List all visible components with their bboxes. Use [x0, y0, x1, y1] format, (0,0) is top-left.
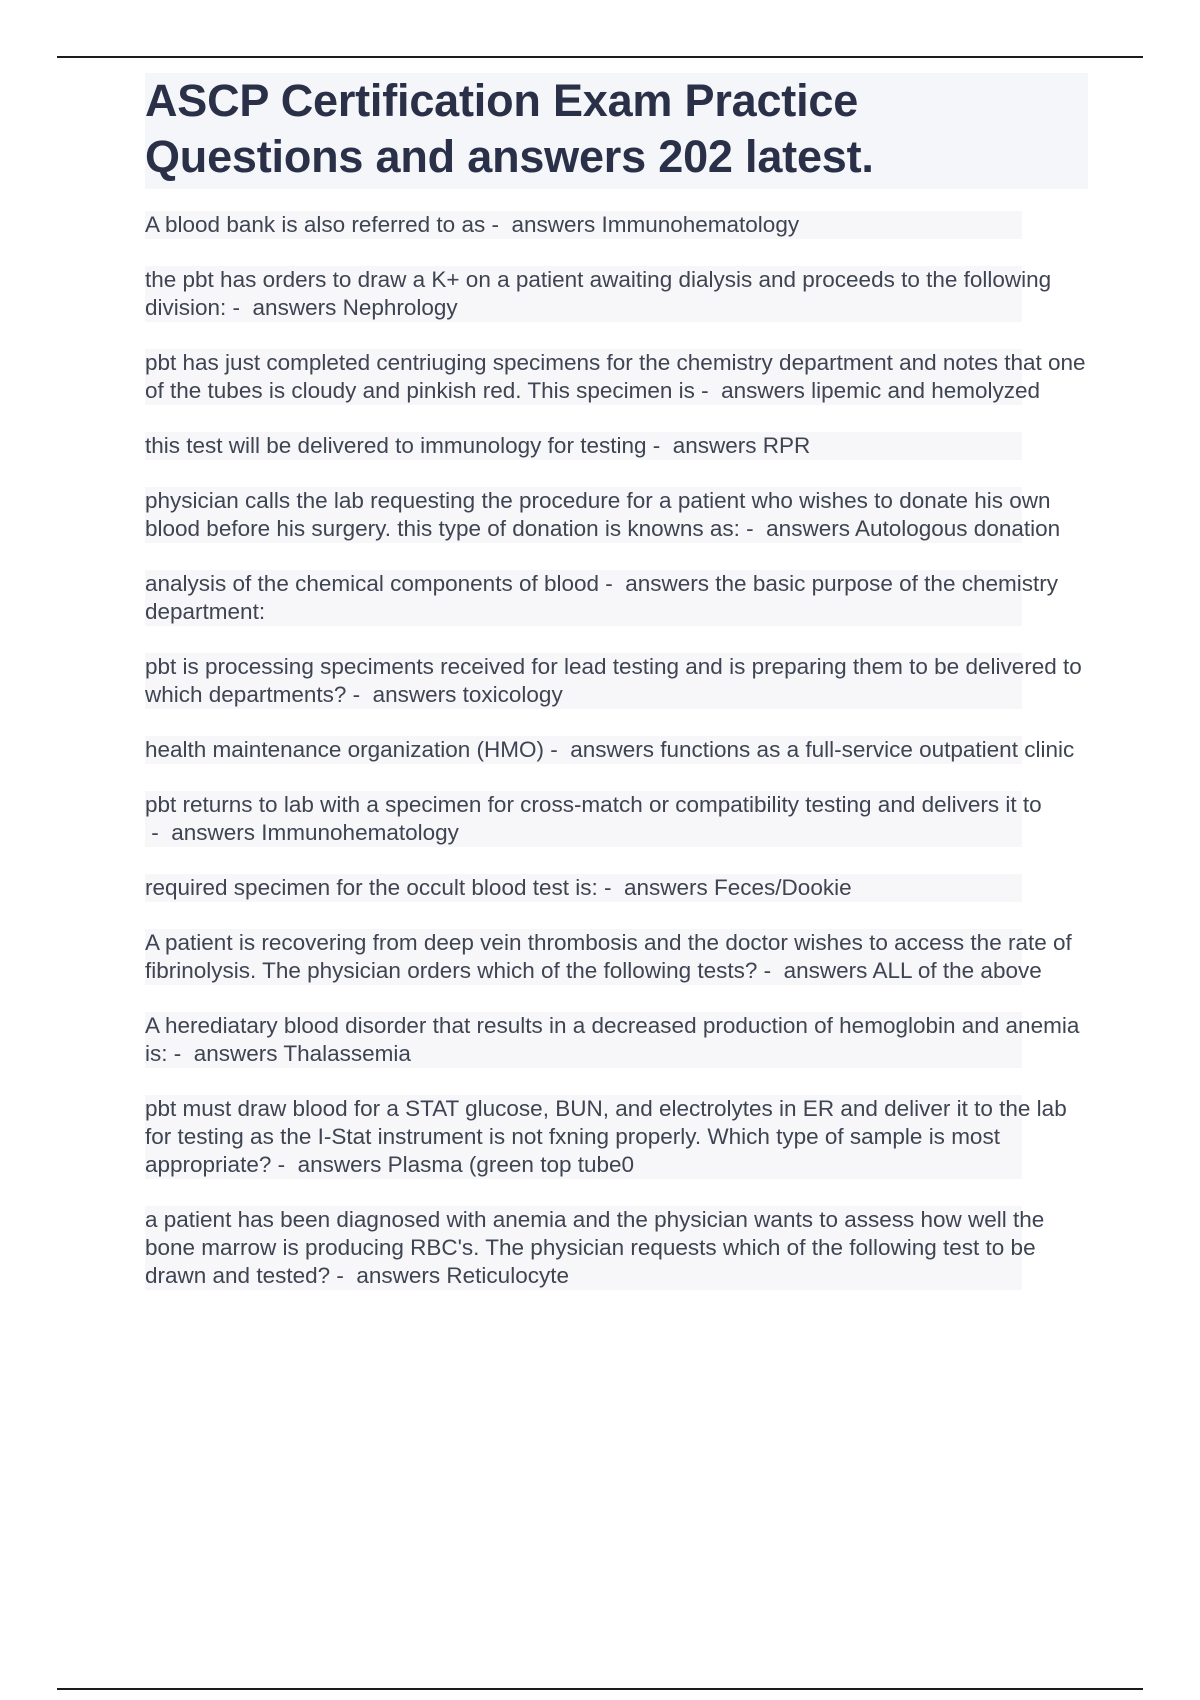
answer-text: Feces/Dookie: [714, 875, 852, 900]
question-text: health maintenance organization (HMO): [145, 737, 544, 762]
qa-item: [145, 266, 1088, 322]
qa-item: [145, 211, 1088, 239]
answer-text: Autologous donation: [854, 516, 1061, 541]
answer-text: Nephrology: [342, 295, 458, 320]
qa-item: [145, 653, 1088, 709]
qa-item: [145, 1206, 1088, 1290]
answer-text: RPR: [762, 433, 811, 458]
question-text: pbt is processing speciments received for lead testing and is preparing them to be delivered to which departments?: [145, 654, 1082, 707]
qa-item: [145, 929, 1088, 985]
title-block: [145, 73, 1088, 189]
answer-text: lipemic and hemolyzed: [811, 378, 1041, 403]
answer-separator: - answers: [330, 1263, 447, 1288]
answer-separator: - answers: [167, 1041, 284, 1066]
answer-separator: - answers: [543, 737, 661, 762]
answer-text: Immunohematology: [601, 212, 800, 237]
qa-list: [145, 211, 1088, 1290]
question-text: A herediatary blood disorder that results in a decreased production of hemoglobin and anemia is:: [145, 1013, 1080, 1066]
qa-item: [145, 1012, 1088, 1068]
bottom-rule: [57, 1688, 1143, 1690]
answer-separator: - answers: [597, 875, 715, 900]
top-rule: [57, 56, 1143, 58]
qa-item: [145, 570, 1088, 626]
answer-separator: - answers: [646, 433, 763, 458]
qa-item: [145, 487, 1088, 543]
answer-separator: - answers: [346, 682, 463, 707]
question-text: pbt must draw blood for a STAT glucose, BUN, and electrolytes in ER and deliver it to the lab for testing as the I-Stat instrument is not fxning properly. Which type of sample is most appropriate?: [145, 1096, 1067, 1177]
answer-text: ALL of the above: [872, 958, 1042, 983]
qa-item: [145, 874, 1088, 902]
answer-separator: - answers: [739, 516, 855, 541]
document-body: [145, 73, 1088, 1317]
qa-item: [145, 432, 1088, 460]
qa-item: [145, 1095, 1088, 1179]
answer-separator: - answers: [757, 958, 873, 983]
answer-separator: - answers: [271, 1152, 388, 1177]
answer-text: Plasma (green top tube0: [387, 1152, 635, 1177]
question-text: required specimen for the occult blood test is:: [145, 875, 598, 900]
answer-separator: - answers: [145, 820, 262, 845]
question-text: pbt returns to lab with a specimen for cross-match or compatibility testing and delivers it to: [145, 792, 1042, 817]
question-text: pbt has just completed centriuging specimens for the chemistry department and notes that one of the tubes is cloudy and pinkish red. This specimen is: [145, 350, 1086, 403]
question-text: a patient has been diagnosed with anemia and the physician wants to assess how well the bone marrow is producing RBC's. The physician requests which of the following test to be drawn and tested?: [145, 1207, 1045, 1288]
answer-text: the basic purpose of the chemistry department:: [145, 571, 1058, 624]
answer-text: functions as a full-service outpatient clinic: [660, 737, 1075, 762]
qa-item: [145, 791, 1088, 847]
question-text: A blood bank is also referred to as: [145, 212, 486, 237]
question-text: analysis of the chemical components of blood: [145, 571, 600, 596]
document-title: ASCP Certification Exam Practice Questions and answers 202 latest.: [145, 75, 874, 182]
question-text: A patient is recovering from deep vein thrombosis and the doctor wishes to access the rate of fibrinolysis. The physician orders which of the following tests?: [145, 930, 1072, 983]
answer-separator: - answers: [226, 295, 343, 320]
answer-text: Reticulocyte: [446, 1263, 569, 1288]
qa-item: [145, 736, 1088, 764]
answer-separator: - answers: [599, 571, 716, 596]
question-text: physician calls the lab requesting the procedure for a patient who wishes to donate his own blood before his surgery. this type of donation is knowns as:: [145, 488, 1051, 541]
answer-text: Thalassemia: [283, 1041, 411, 1066]
qa-item: [145, 349, 1088, 405]
question-text: this test will be delivered to immunology for testing: [145, 433, 647, 458]
question-text: the pbt has orders to draw a K+ on a patient awaiting dialysis and proceeds to the following division:: [145, 267, 1052, 320]
answer-text: Immunohematology: [261, 820, 459, 845]
answer-text: toxicology: [462, 682, 563, 707]
answer-separator: - answers: [485, 212, 602, 237]
answer-separator: - answers: [694, 378, 812, 403]
